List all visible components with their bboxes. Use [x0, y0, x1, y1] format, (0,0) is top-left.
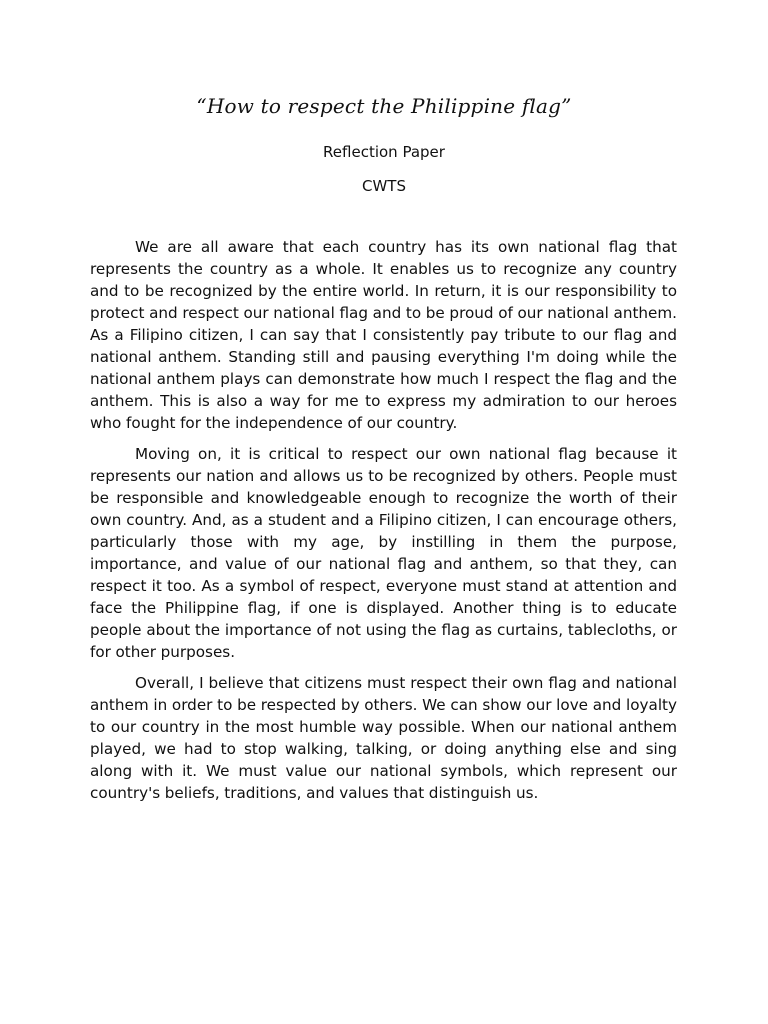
document-subtitle-course: CWTS	[362, 177, 406, 195]
body-paragraph-1: We are all aware that each country has its own national flag that represents the country as a whole. It enables us to recognize any country and to be recognized by the entire world. In return, it is our responsibility to protect and respect our national flag and to be proud of our national anthem. As a Filipino citizen, I can say that I consistently pay tribute to our flag and national anthem. Standing still and pausing everything I'm doing while the national anthem plays can demonstrate how much I respect the flag and the anthem. This is also a way for me to express my admiration to our heroes who fought for the independence of our country.	[90, 238, 677, 432]
document-title: “How to respect the Philippine flag”	[196, 94, 572, 118]
document-body	[90, 236, 677, 813]
document-subtitle-type: Reflection Paper	[323, 143, 445, 161]
body-paragraph-3: Overall, I believe that citizens must respect their own flag and national anthem in order to be respected by others. We can show our love and loyalty to our country in the most humble way possible. When our national anthem played, we had to stop walking, talking, or doing anything else and sing along with it. We must value our national symbols, which represent our country's beliefs, traditions, and values that distinguish us.	[90, 674, 677, 802]
body-paragraph-2: Moving on, it is critical to respect our own national flag because it represents our nation and allows us to be recognized by others. People must be responsible and knowledgeable enough to recognize the worth of their own country. And, as a student and a Filipino citizen, I can encourage others, particularly those with my age, by instilling in them the purpose, importance, and value of our national flag and anthem, so that they, can respect it too. As a symbol of respect, everyone must stand at attention and face the Philippine flag, if one is displayed. Another thing is to educate people about the importance of not using the flag as curtains, tablecloths, or for other purposes.	[90, 445, 677, 661]
